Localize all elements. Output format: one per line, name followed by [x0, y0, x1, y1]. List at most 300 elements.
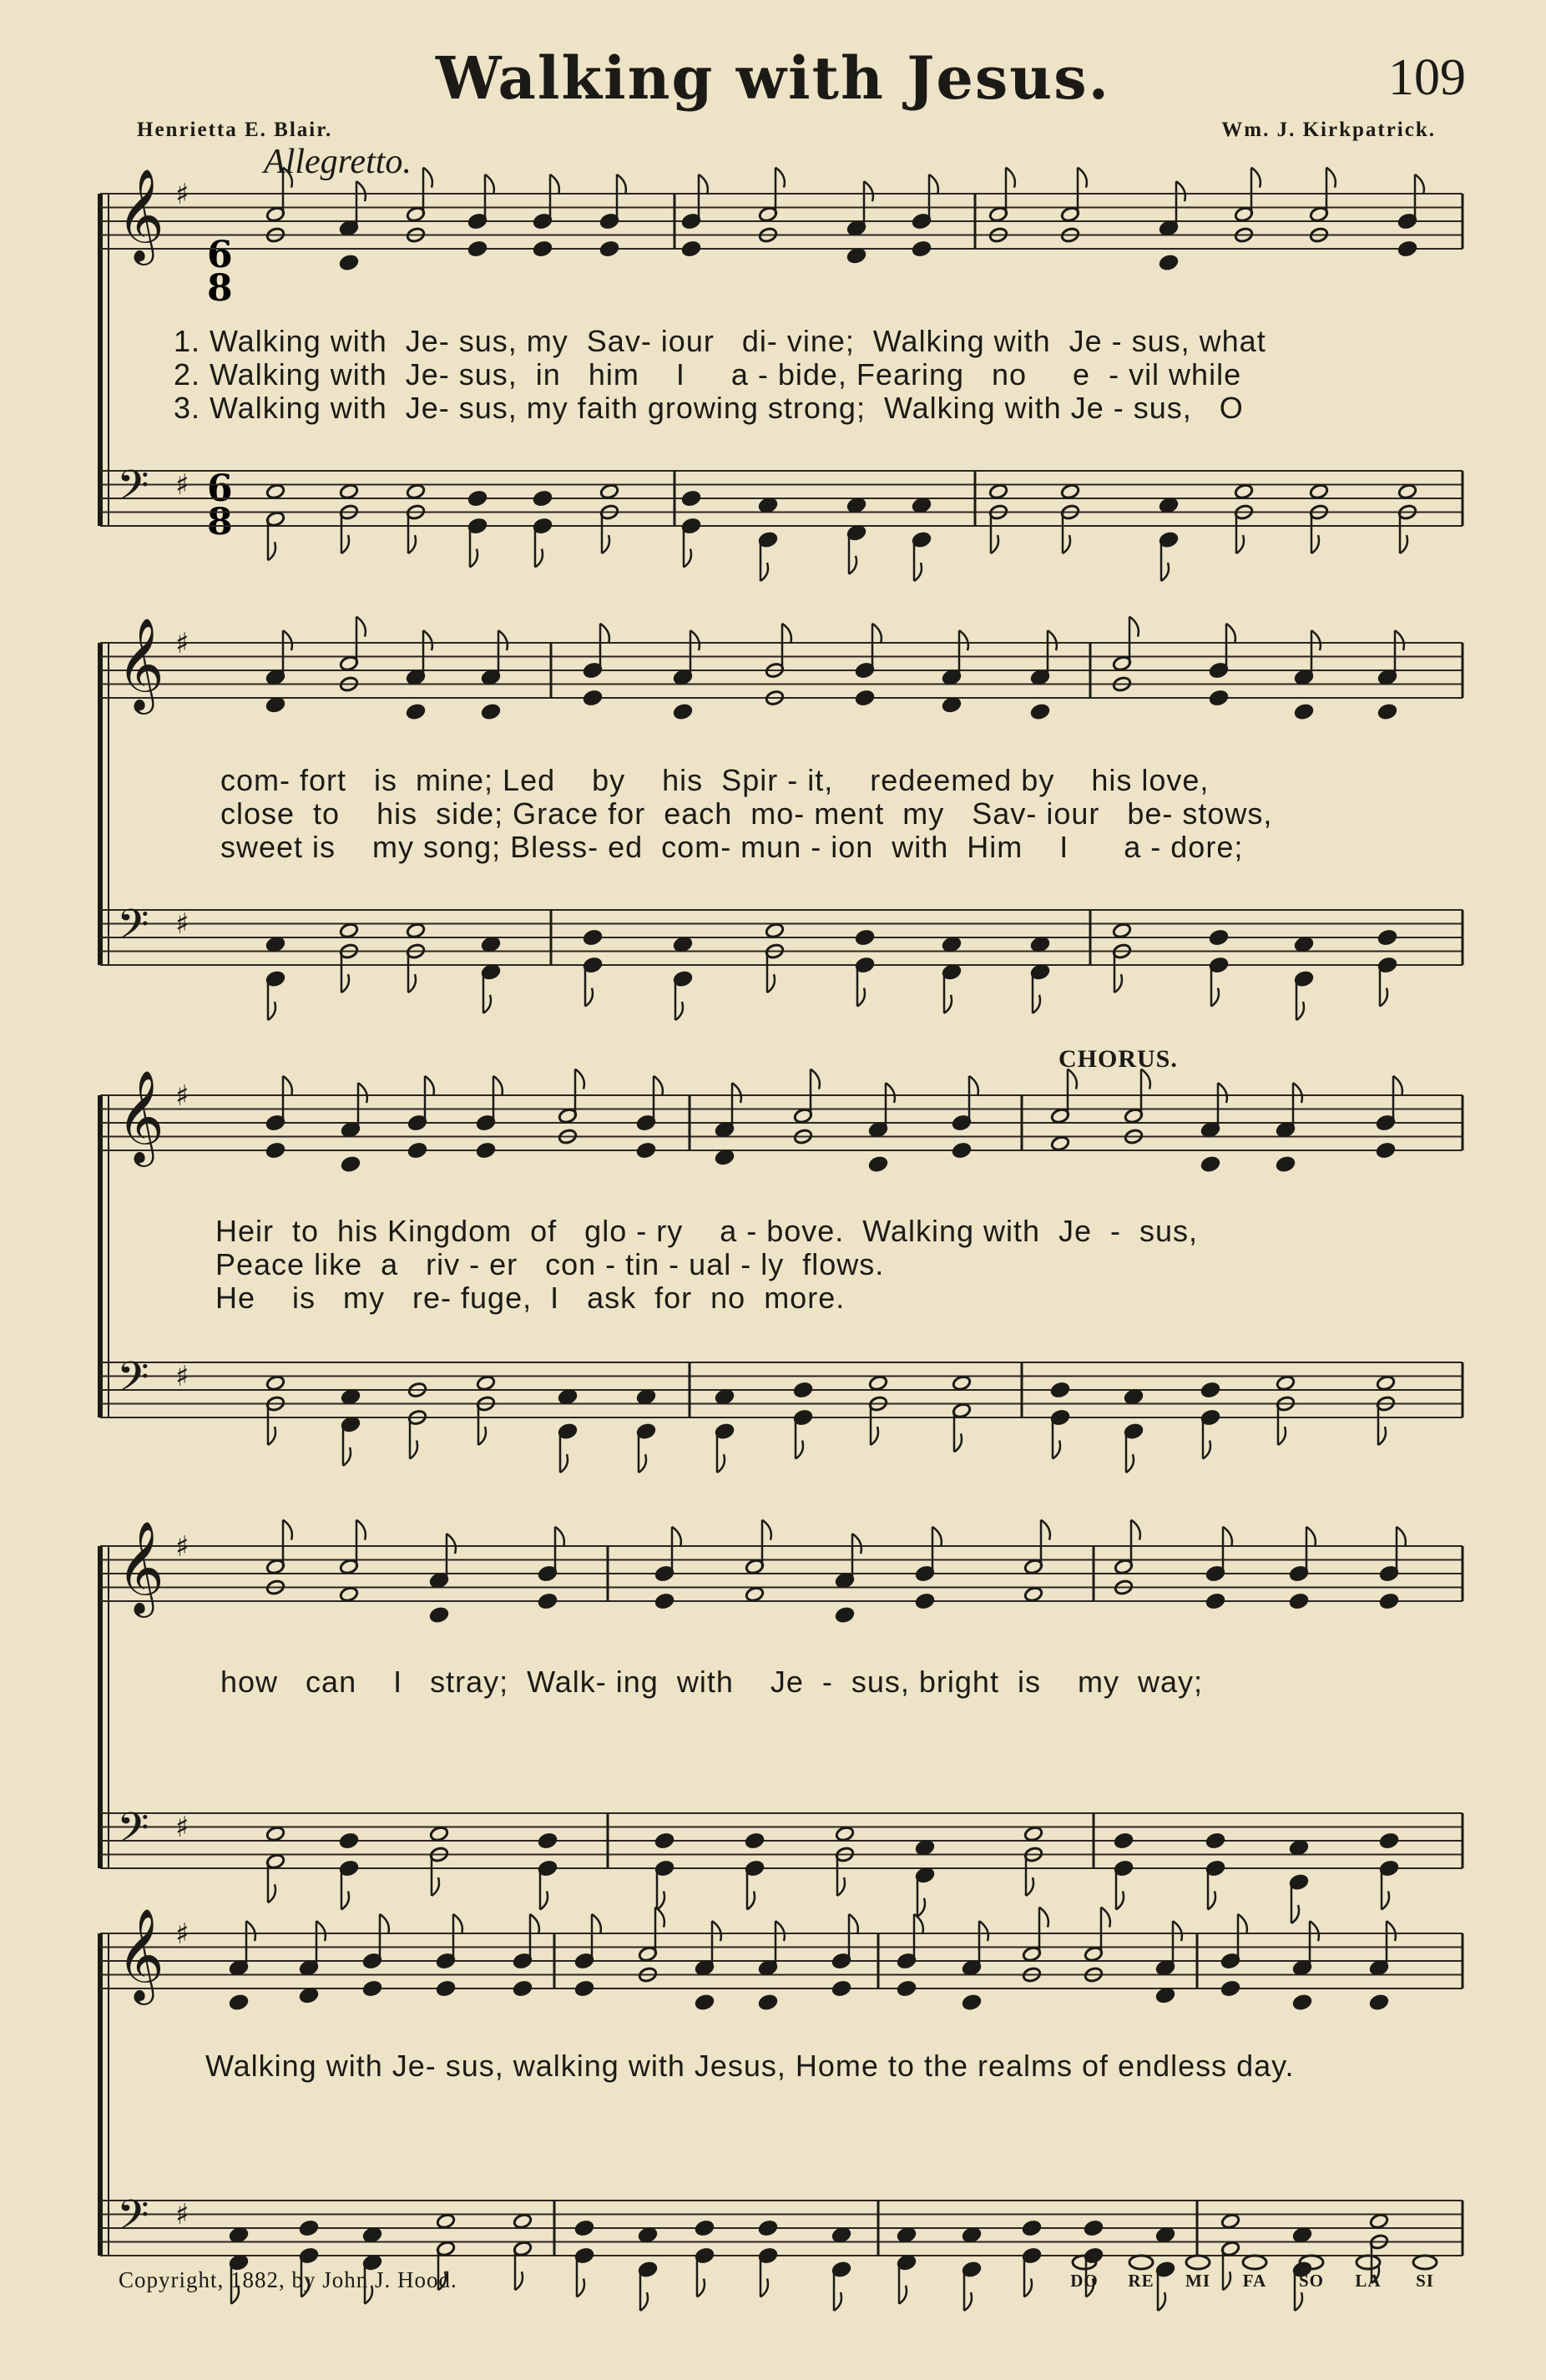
note-head [481, 936, 501, 953]
note-head [1159, 497, 1179, 513]
note-flag [690, 630, 700, 650]
note-head [1276, 1156, 1296, 1173]
sharp-key-signature-icon: ♯ [175, 1811, 189, 1844]
shape-note-icon [1184, 2254, 1212, 2271]
note-head [265, 1375, 285, 1392]
note-head [429, 1607, 449, 1624]
note-head [654, 1832, 674, 1849]
note-flag [917, 1898, 925, 1917]
note-head [406, 922, 426, 939]
note-head [715, 1388, 735, 1405]
note-head [436, 2213, 456, 2230]
note-head [299, 2220, 319, 2236]
note-flag [356, 617, 366, 637]
solfa-label: SI [1416, 2271, 1434, 2291]
solfa-label: SO [1298, 2271, 1324, 2291]
note-flag [1158, 2292, 1165, 2311]
note-head [915, 1839, 935, 1856]
shape-note-icon [1297, 2254, 1326, 2271]
treble-clef-icon: 𝄞 [117, 1520, 164, 1614]
note-flag [515, 2271, 523, 2290]
note-head [793, 1382, 813, 1398]
note-head [265, 1142, 285, 1159]
note-head [681, 490, 701, 507]
note-flag [1048, 630, 1057, 650]
note-head [341, 1156, 361, 1173]
note-head [467, 240, 488, 257]
note-flag [932, 1527, 942, 1547]
note-flag [1129, 617, 1139, 637]
note-flag [555, 1527, 564, 1547]
note-head [715, 1149, 735, 1165]
note-flag [408, 974, 416, 993]
note-flag [864, 181, 873, 201]
note-flag [1311, 535, 1319, 553]
note-head [1155, 2226, 1175, 2243]
note-head [1050, 1382, 1070, 1398]
solfa-item [1064, 2254, 1105, 2292]
note-head [758, 2220, 778, 2236]
note-head [855, 929, 875, 946]
note-head [265, 936, 285, 953]
note-head [574, 2220, 594, 2236]
sharp-key-signature-icon: ♯ [175, 1079, 189, 1113]
note-flag [550, 174, 559, 195]
shape-note-icon [1240, 2254, 1269, 2271]
shape-note-icon [1411, 2254, 1439, 2271]
note-head [1022, 2220, 1042, 2236]
note-flag [675, 1002, 683, 1020]
note-head [1050, 1135, 1070, 1152]
lyric-line: 1. Walking with Je- sus, my Sav- iour di- vine; Walking with Je - sus, what [174, 324, 1266, 358]
note-head [1234, 483, 1254, 500]
time-signature-treble-bottom: 8 [207, 267, 233, 310]
note-head [897, 2226, 917, 2243]
note-flag [268, 1002, 275, 1020]
note-flag [1024, 2279, 1032, 2297]
note-flag [600, 624, 609, 644]
note-head [1023, 1586, 1043, 1603]
note-head [1124, 1388, 1144, 1405]
solfa-item [1120, 2254, 1162, 2292]
note-flag [1176, 181, 1185, 201]
note-head [513, 2213, 533, 2230]
treble-clef-icon: 𝄞 [117, 617, 164, 710]
note-head [406, 704, 426, 720]
sharp-key-signature-icon: ♯ [175, 627, 189, 660]
note-flag [782, 624, 791, 644]
note-flag [872, 624, 882, 644]
note-flag [834, 2292, 841, 2311]
note-flag [356, 1520, 366, 1540]
note-flag [498, 630, 508, 650]
note-flag [1173, 1921, 1182, 1941]
note-head [265, 1826, 285, 1842]
note-head [599, 483, 619, 500]
note-head [846, 247, 866, 264]
note-head [538, 1832, 558, 1849]
note-head [533, 240, 553, 257]
note-flag [341, 1892, 349, 1910]
note-head [1159, 255, 1179, 271]
note-head [583, 929, 603, 946]
note-flag [592, 1914, 601, 1934]
lyric-line: how can I stray; Walk- ing with Je - sus, bright is my way; [220, 1665, 1203, 1699]
note-head [831, 1980, 851, 1997]
note-flag [655, 1908, 664, 1928]
note-head [538, 1593, 558, 1609]
note-flag [453, 1914, 462, 1934]
note-flag [1131, 1520, 1140, 1540]
note-head [339, 1586, 359, 1603]
note-flag [1006, 168, 1015, 188]
note-flag [493, 1076, 503, 1096]
note-head [339, 255, 359, 271]
note-flag [283, 1076, 292, 1096]
note-head [1205, 1593, 1225, 1609]
solfa-label: RE [1128, 2271, 1154, 2291]
note-flag [1033, 995, 1040, 1013]
note-flag [341, 974, 349, 993]
note-head [1369, 1994, 1389, 2011]
note-flag [268, 1427, 275, 1445]
note-head [481, 704, 501, 720]
time-signature-bass-bottom: 8 [207, 501, 233, 543]
note-head [1200, 1156, 1220, 1173]
note-head [673, 704, 693, 720]
note-flag [560, 1454, 568, 1473]
note-head [758, 1994, 778, 2011]
sharp-key-signature-icon: ♯ [175, 178, 189, 211]
note-flag [577, 2279, 584, 2297]
note-flag [899, 2286, 907, 2304]
solfa-label: FA [1242, 2271, 1267, 2291]
note-head [407, 1142, 427, 1159]
note-flag [485, 174, 494, 195]
note-flag [1397, 1527, 1406, 1547]
note-head [695, 2220, 715, 2236]
note-flag [283, 630, 292, 650]
note-flag [1395, 630, 1404, 650]
hymn-title: Walking with Jesus. [436, 43, 1110, 113]
note-head [745, 1832, 765, 1849]
note-flag [1041, 1520, 1050, 1540]
note-flag [640, 2292, 648, 2311]
solfa-item [1291, 2254, 1332, 2292]
note-flag [1226, 624, 1235, 644]
note-head [1220, 1980, 1240, 1997]
note-head [1289, 1593, 1309, 1609]
note-head [574, 1980, 594, 1997]
note-head [339, 922, 359, 939]
sharp-key-signature-icon: ♯ [175, 1360, 189, 1393]
solfa-label: MI [1185, 2271, 1210, 2291]
note-flag [717, 1454, 725, 1473]
note-flag [914, 563, 922, 581]
note-head [1377, 929, 1397, 946]
note-flag [796, 1441, 803, 1459]
note-flag [585, 988, 593, 1007]
lyric-line: 3. Walking with Je- sus, my faith growing strong; Walking with Je - sus, O [174, 391, 1244, 425]
note-head [362, 2226, 382, 2243]
note-flag [268, 1884, 275, 1902]
note-head [362, 1980, 382, 1997]
note-flag [684, 549, 691, 568]
note-flag [712, 1921, 721, 1941]
note-flag [540, 1892, 548, 1910]
note-flag [1238, 1914, 1247, 1934]
note-head [1377, 704, 1397, 720]
note-flag [1378, 1427, 1386, 1445]
note-flag [602, 535, 609, 553]
note-head [476, 1142, 496, 1159]
note-head [1114, 1832, 1134, 1849]
note-flag [959, 630, 968, 650]
note-flag [408, 535, 416, 553]
note-head [583, 690, 603, 706]
note-head [915, 1593, 935, 1609]
copyright-notice: Copyright, 1882, by John J. Hood. [119, 2267, 457, 2292]
note-head [988, 483, 1008, 500]
note-flag [1039, 1908, 1048, 1928]
note-flag [1026, 1877, 1033, 1896]
note-flag [837, 1877, 845, 1896]
note-flag [1101, 1908, 1110, 1928]
note-flag [1326, 168, 1336, 188]
tempo-marking: Allegretto. [264, 143, 412, 181]
treble-clef-icon: 𝄞 [117, 1069, 164, 1163]
solfa-label: LA [1355, 2271, 1382, 2291]
note-head [1112, 922, 1132, 939]
note-head [681, 240, 701, 257]
note-flag [1053, 1441, 1060, 1459]
note-head [1205, 1832, 1225, 1849]
solfa-item [1177, 2254, 1219, 2292]
lyric-line: Walking with Je- sus, walking with Jesus, Home to the realms of endless day. [205, 2049, 1295, 2083]
note-flag [767, 974, 775, 993]
solfa-item [1404, 2254, 1446, 2292]
sharp-key-signature-icon: ♯ [175, 907, 189, 941]
note-flag [1063, 535, 1070, 553]
note-flag [852, 1534, 861, 1554]
note-head [952, 1375, 972, 1392]
note-flag [1218, 1083, 1227, 1103]
note-head [1220, 2213, 1240, 2230]
note-flag [432, 1877, 439, 1896]
solfa-item [1347, 2254, 1389, 2292]
note-flag [483, 995, 491, 1013]
note-head [942, 696, 962, 713]
note-flag [246, 1921, 255, 1941]
sharp-key-signature-icon: ♯ [175, 468, 189, 502]
note-flag [857, 988, 865, 1007]
note-flag [575, 1069, 584, 1089]
time-signature-treble-top: 6 [207, 234, 233, 276]
bass-clef-icon: 𝄢 [117, 1353, 149, 1412]
note-flag [849, 556, 856, 574]
note-flag [776, 1921, 785, 1941]
sharp-key-signature-icon: ♯ [175, 1530, 189, 1564]
note-head [1369, 2213, 1389, 2230]
note-head [1379, 1593, 1399, 1609]
shape-note-icon [1354, 2254, 1382, 2271]
lyric-line: com- fort is mine; Led by his Spir - it, redeemed by his love, [220, 763, 1210, 797]
note-flag [1236, 535, 1244, 553]
note-head [229, 2226, 249, 2243]
note-flag [639, 1454, 646, 1473]
note-flag [268, 542, 275, 560]
note-head [846, 497, 866, 513]
note-flag [699, 174, 708, 195]
note-flag [478, 1427, 486, 1445]
note-flag [316, 1921, 326, 1941]
note-flag [1223, 1527, 1232, 1547]
composer-credit: Wm. J. Kirkpatrick. [1221, 119, 1436, 141]
note-flag [1208, 1892, 1215, 1910]
note-head [897, 1980, 917, 1997]
note-head [1294, 936, 1314, 953]
note-head [299, 1987, 319, 2004]
note-head [765, 922, 785, 939]
page-number: 109 [1388, 49, 1466, 106]
note-head [339, 1832, 359, 1849]
note-head [558, 1388, 578, 1405]
note-flag [991, 535, 998, 553]
note-flag [470, 549, 477, 568]
sharp-key-signature-icon: ♯ [175, 1918, 189, 1951]
note-flag [341, 535, 349, 553]
note-head [673, 936, 693, 953]
lyric-line: sweet is my song; Bless- ed com- mun - ion with Him I a - dore; [220, 830, 1244, 864]
note-flag [530, 1914, 539, 1934]
note-flag [1387, 1921, 1396, 1941]
note-flag [747, 1892, 755, 1910]
note-head [636, 1388, 656, 1405]
note-head [1309, 483, 1329, 500]
note-head [835, 1607, 855, 1624]
note-head [1294, 704, 1314, 720]
note-flag [343, 1448, 351, 1466]
note-flag [760, 563, 768, 581]
note-head [1379, 1832, 1399, 1849]
note-head [1023, 1826, 1043, 1842]
note-flag [358, 1083, 367, 1103]
note-flag [914, 1914, 923, 1934]
note-head [1030, 704, 1050, 720]
note-head [1200, 1382, 1220, 1398]
note-head [1376, 1375, 1396, 1392]
note-flag [1126, 1454, 1134, 1473]
note-flag [776, 168, 785, 188]
shape-note-icon [1070, 2254, 1099, 2271]
note-flag [1306, 1527, 1316, 1547]
note-flag [811, 1069, 820, 1089]
note-flag [1295, 2292, 1302, 2311]
note-head [835, 1826, 855, 1842]
note-head [1060, 483, 1080, 500]
note-flag [1293, 1083, 1302, 1103]
treble-clef-icon: 𝄞 [117, 168, 164, 261]
note-head [1209, 929, 1229, 946]
note-head [1397, 240, 1417, 257]
note-flag [964, 2292, 972, 2311]
note-head [1292, 1994, 1312, 2011]
note-head [265, 483, 285, 500]
note-flag [1382, 1892, 1389, 1910]
note-head [406, 483, 426, 500]
note-flag [283, 1520, 292, 1540]
note-head [912, 240, 932, 257]
note-head [638, 2226, 658, 2243]
solfa-item [1234, 2254, 1276, 2292]
note-head [1084, 2220, 1104, 2236]
note-flag [871, 1427, 878, 1445]
note-flag [423, 168, 432, 188]
note-head [654, 1593, 674, 1609]
note-flag [954, 1433, 962, 1452]
note-head [758, 497, 778, 513]
note-flag [762, 1520, 771, 1540]
note-flag [654, 1076, 663, 1096]
note-flag [1114, 974, 1122, 993]
note-flag [1415, 174, 1424, 195]
treble-clef-icon: 𝄞 [117, 1908, 164, 2001]
note-flag [1251, 168, 1261, 188]
note-head [1376, 1142, 1396, 1159]
note-flag [535, 549, 543, 568]
note-head [341, 1388, 361, 1405]
note-flag [425, 1076, 434, 1096]
note-head [599, 240, 619, 257]
note-flag [447, 1534, 456, 1554]
lyric-line: He is my re- fuge, I ask for no more. [215, 1281, 846, 1315]
note-head [868, 1375, 888, 1392]
note-head [1155, 1987, 1175, 2004]
bass-clef-icon: 𝄢 [117, 462, 149, 520]
bass-clef-icon: 𝄢 [117, 1804, 149, 1862]
note-head [962, 1994, 982, 2011]
lyric-line: 2. Walking with Je- sus, in him I a - bide, Fearing no e - vil while [174, 357, 1242, 392]
note-flag [1068, 1069, 1077, 1089]
note-flag [1380, 988, 1387, 1007]
sharp-key-signature-icon: ♯ [175, 2198, 189, 2231]
note-flag [697, 2279, 705, 2297]
note-flag [1310, 1921, 1319, 1941]
note-flag [849, 1914, 858, 1934]
note-head [436, 1980, 456, 1997]
lyric-line: Peace like a riv - er con - tin - ual - ly flows. [215, 1247, 885, 1281]
note-flag [1400, 535, 1407, 553]
note-flag [1393, 1076, 1402, 1096]
note-head [429, 1826, 449, 1842]
note-head [1276, 1375, 1296, 1392]
note-head [339, 483, 359, 500]
shape-note-icon [1127, 2254, 1155, 2271]
note-head [912, 497, 932, 513]
note-head [229, 1994, 249, 2011]
note-flag [944, 995, 952, 1013]
note-head [265, 696, 285, 713]
note-head [467, 490, 488, 507]
note-flag [617, 174, 626, 195]
note-head [636, 1142, 656, 1159]
note-flag [969, 1076, 978, 1096]
lyric-line: Heir to his Kingdom of glo - ry a - bove. Walking with Je - sus, [215, 1214, 1199, 1248]
note-head [1030, 936, 1050, 953]
lyric-line: close to his side; Grace for each mo- ment my Sav- iour be- stows, [220, 796, 1273, 831]
note-flag [1161, 563, 1169, 581]
note-head [745, 1586, 765, 1603]
